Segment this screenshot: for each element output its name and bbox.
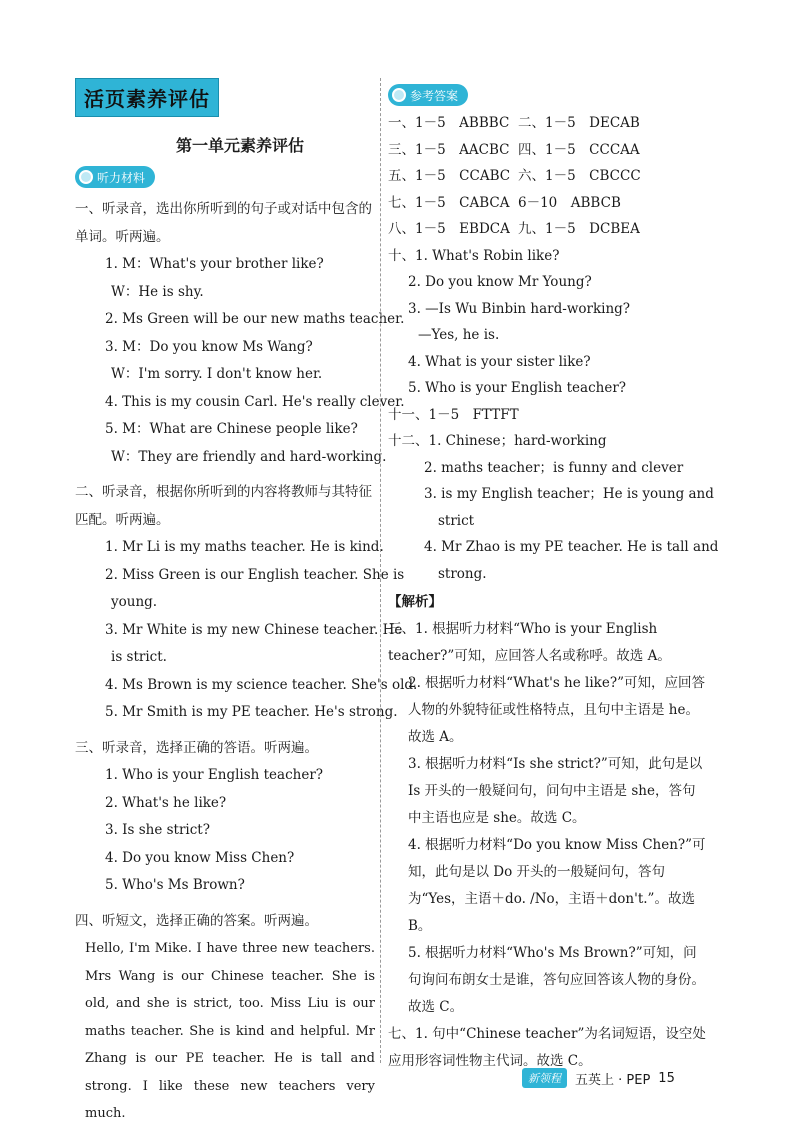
answer-cell: 三、1－5 AACBC [388,141,510,158]
script-line: 1. Mr Li is my maths teacher. He is kind. [105,539,384,555]
answer-cell: 四、1－5 CCCAA [518,141,640,158]
analysis-label: 【解析】 [388,594,442,610]
script-line: young. [111,594,158,610]
answer-row [388,216,708,243]
answer-key-pill [388,84,468,106]
script-line: W：He is shy. [111,283,204,300]
script-line: 3. Mr White is my new Chinese teacher. He [105,621,403,638]
column-divider [380,78,381,1063]
section-twelve [388,428,719,587]
analysis-item: 三、1. 根据听力材料“Who is your English teacher?”可知，应回答人名或称呼。故选 A。 [388,620,671,664]
answer-cell: 二、1－5 DECAB [518,115,640,131]
section-ten [388,243,708,402]
script-line: 5. Who's Ms Brown? [105,877,245,893]
answer-line: 4. Mr Zhao is my PE teacher. He is tall and [424,539,719,555]
section-eleven: 十一、1－5 FTTFT [388,406,519,423]
answer-line: 2. Do you know Mr Young? [408,274,592,290]
passage-text: Hello, I'm Mike. I have three new teachers. Mrs Wang is our Chinese teacher. She is old, and she is strict, too. Miss Liu is our maths teacher. She is kind and helpful. Mr Zhang is our PE teacher. He is tall and strong. I like these new teachers very much. [85,941,375,1121]
unit-title: 第一单元素养评估 [175,136,304,155]
pill-label: 听力材料 [97,170,146,185]
listening-material-pill [75,166,155,188]
script-line: 5. Mr Smith is my PE teacher. He's strong. [105,704,398,720]
answer-line: 3. is my English teacher；He is young and [424,486,714,502]
answer-rows [388,110,708,243]
analysis-item: 3. 根据听力材料“Is she strict?”可知，此句是以 Is 开头的一般疑问句，问句中主语是 she，答句中主语也应是 she。故选 C。 [408,755,703,826]
answer-cell: 七、1－5 CABCA [388,194,510,211]
answer-line: 十二、1. Chinese；hard-working [388,433,607,449]
script-line: 3. Is she strict? [105,822,210,838]
script-line: 1. Who is your English teacher? [105,767,324,783]
page-banner: 活页素养评估 [75,78,219,117]
answer-line: 5. Who is your English teacher? [408,380,627,396]
answer-line: strict [438,512,475,529]
page-number: 15 [658,1070,675,1086]
answer-row [388,190,708,217]
analysis-item: 2. 根据听力材料“What's he like?”可知，应回答人物的外貌特征或性格特点，且句中主语是 he。故选 A。 [408,674,705,745]
answer-key [388,110,719,587]
right-column [388,84,719,1075]
script-line: 5. M：What are Chinese people like? [105,421,358,437]
answer-row [388,163,708,190]
script-line: 4. This is my cousin Carl. He's really clever. [105,393,405,410]
pill-label: 参考答案 [410,88,459,103]
script-line: is strict. [111,649,167,665]
circle-icon [79,170,93,184]
script-line: 2. Miss Green is our English teacher. She is [105,566,405,583]
script-line: W：I'm sorry. I don't know her. [111,366,323,382]
answer-cell: 五、1－5 CCABC [388,168,511,184]
circle-icon [392,88,406,102]
answer-cell: 八、1－5 EBDCA [388,221,510,237]
answer-cell: 六、1－5 CBCCC [518,168,641,184]
answer-row [388,110,708,137]
answer-cell: 九、1－5 DCBEA [518,221,640,237]
analysis-item: 4. 根据听力材料“Do you know Miss Chen?”可知，此句是以 Do 开头的一般疑问句，答句为“Yes，主语＋do. /No，主语＋don't.”。故选 B。 [408,836,706,934]
answer-row [388,137,708,164]
page-footer [522,1068,675,1088]
analysis-item: 七、1. 句中“Chinese teacher”为名词短语，设空处应用形容词性物主代词。故选 C。 [388,1025,706,1069]
listening-section [75,735,375,900]
answer-line: strong. [438,565,487,582]
script-line: 1. M：What's your brother like? [105,256,324,272]
listening-section [75,196,405,471]
script-line: 2. What's he like? [105,794,227,811]
answer-cell: 一、1－5 ABBBC [388,115,510,131]
script-line: W：They are friendly and hard-working. [111,448,387,465]
book-label: 五英上 · PEP [575,1072,651,1088]
section-heading: 二、听录音，根据你所听到的内容将教师与其特征匹配。听两遍。 [75,484,372,528]
answer-line: 十、1. What's Robin like? [388,247,560,264]
answer-line: 2. maths teacher；is funny and clever [424,459,684,476]
section-heading: 三、听录音，选择正确的答语。听两遍。 [75,739,318,756]
answer-cell: 6－10 ABBCB [518,194,621,211]
answer-line: —Yes, he is. [418,327,500,343]
listening-section [75,908,375,1128]
section-heading: 一、听录音，选出你所听到的句子或对话中包含的单词。听两遍。 [75,201,372,245]
section-heading: 四、听短文，选择正确的答案。听两遍。 [75,912,318,929]
publisher-logo: 新领程 [522,1068,567,1088]
answer-line: 4. What is your sister like? [408,353,591,370]
script-line: 3. M：Do you know Ms Wang? [105,338,313,355]
script-line: 4. Do you know Miss Chen? [105,849,295,866]
script-line: 4. Ms Brown is my science teacher. She's old. [105,676,418,693]
answer-line: 3. —Is Wu Binbin hard-working? [408,300,631,317]
analysis-list [388,616,708,1075]
script-line: 2. Ms Green will be our new maths teacher. [105,311,405,327]
analysis-item: 5. 根据听力材料“Who's Ms Brown?”可知，问句询问布朗女士是谁，答句应回答该人物的身份。故选 C。 [408,944,705,1015]
